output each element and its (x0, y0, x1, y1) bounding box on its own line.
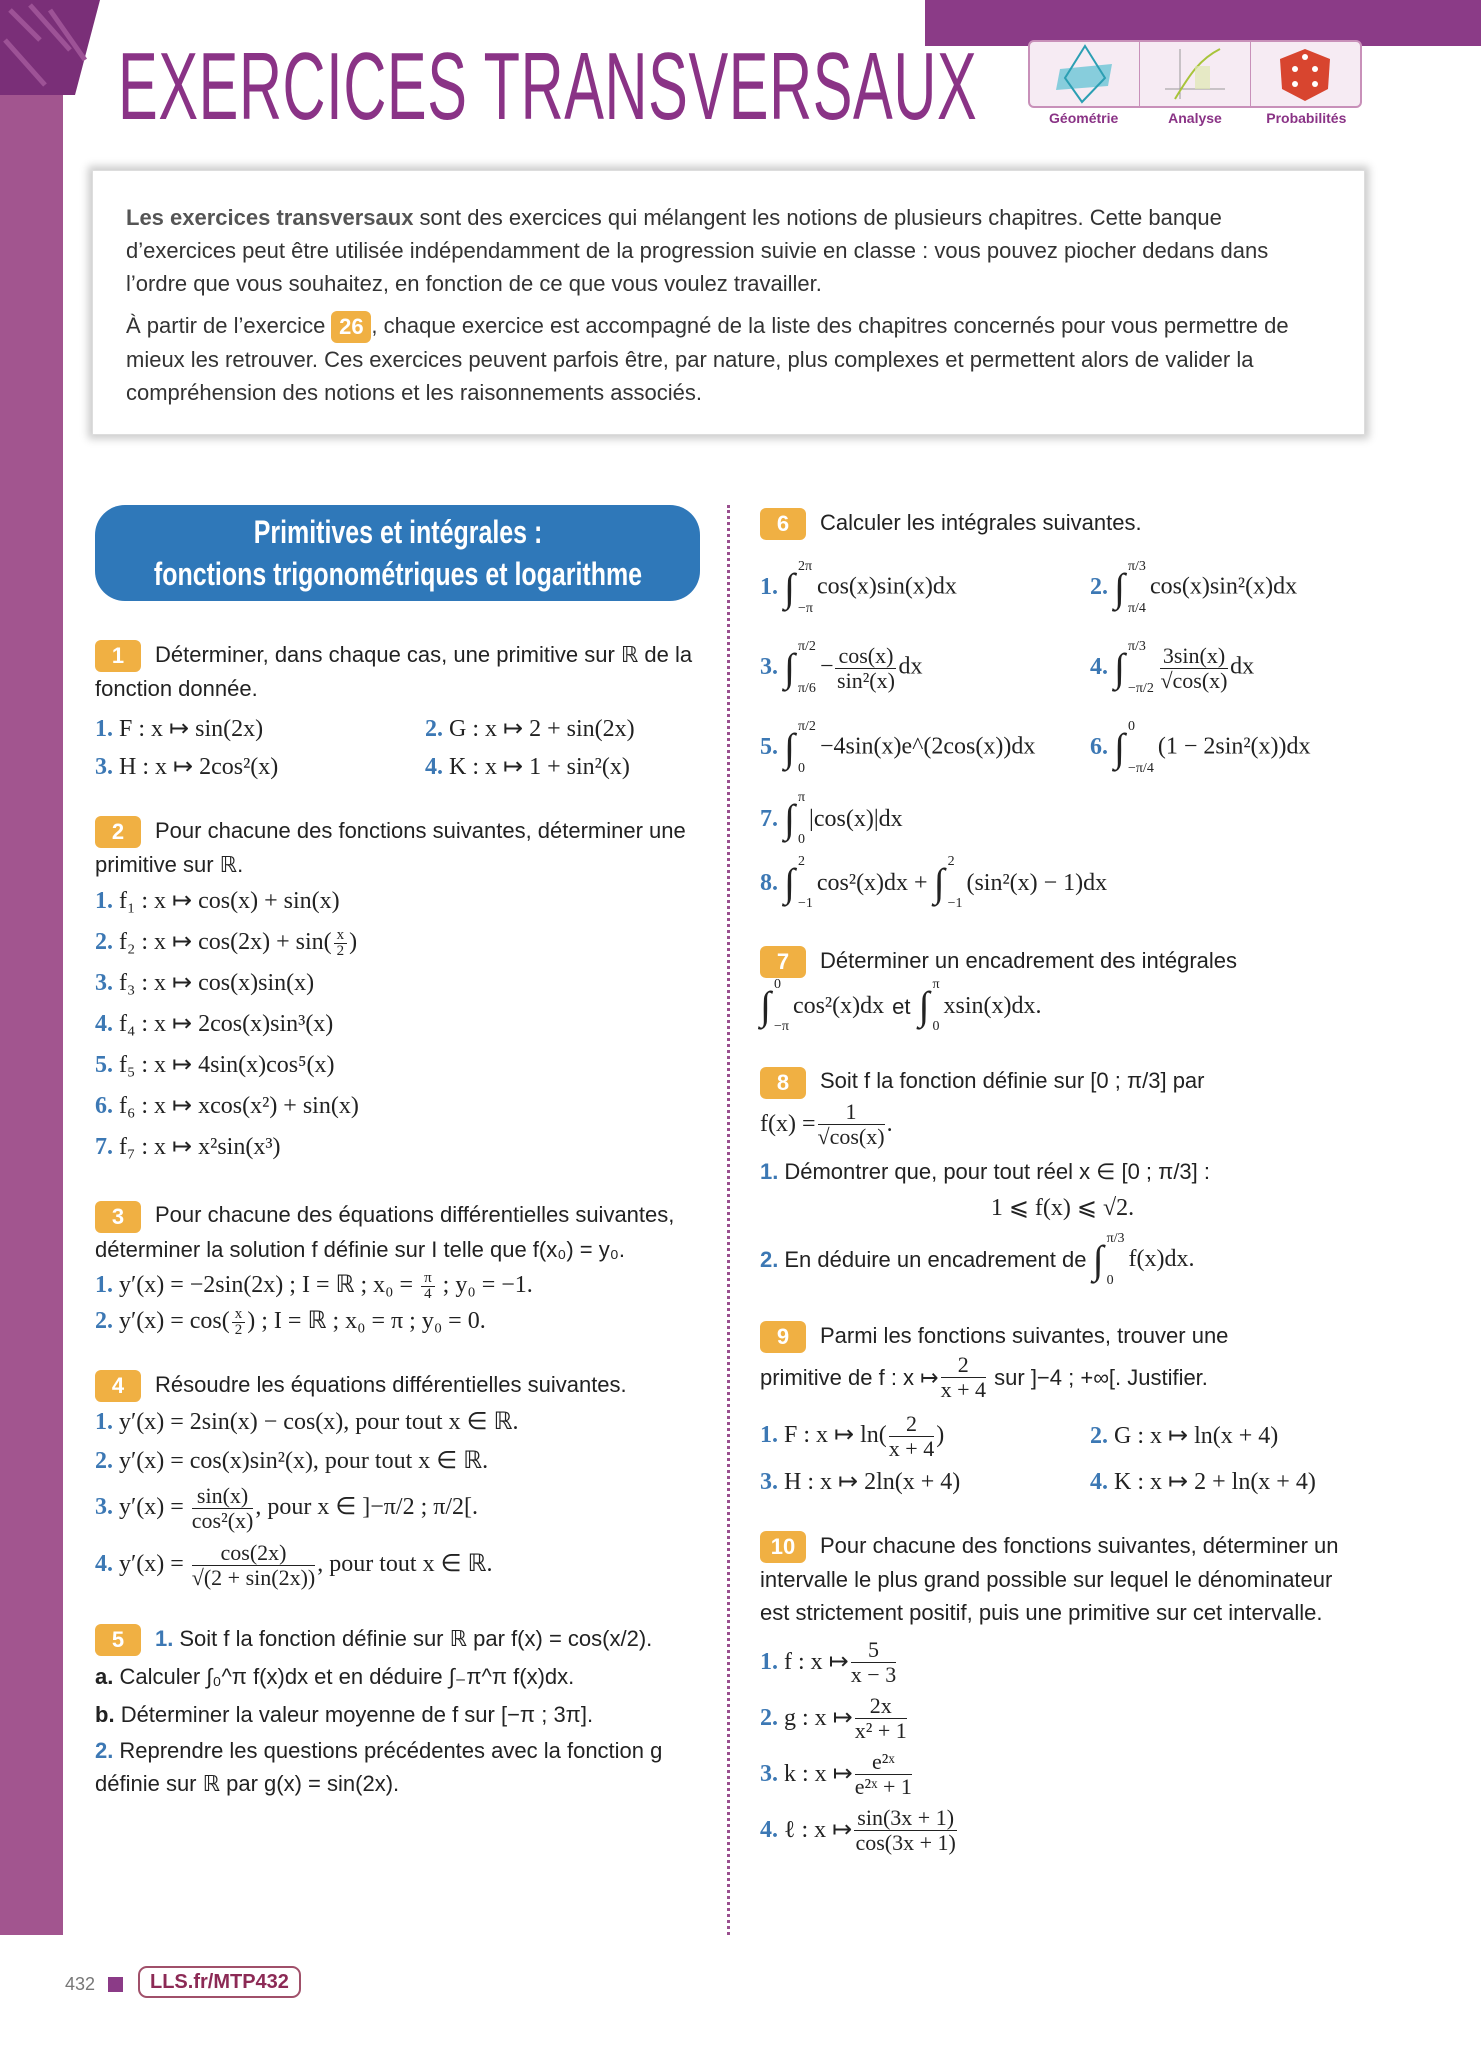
exercise-8 (760, 1064, 1365, 1288)
item-number: 1. (760, 573, 778, 600)
prompt-text: Pour chacune des équations différentielles suivantes, déterminer la solution f définie sur I telle que f(x₀) = y₀. (95, 1202, 675, 1262)
integrand: cos²(x)dx (792, 992, 885, 1019)
item-text: y′(x) = (119, 1493, 190, 1520)
integral-item (1090, 720, 1365, 776)
item-number: 4. (1090, 1468, 1108, 1495)
list-item (1090, 1420, 1365, 1453)
prompt-text: Soit f la fonction définie sur [0 ; π/3] par (820, 1068, 1205, 1094)
fraction (835, 644, 896, 693)
item-text: K : x ↦ 2 + ln(x + 4) (1114, 1468, 1316, 1495)
integrand: (sin²(x) − 1)dx (966, 869, 1108, 896)
item-number: 3. (760, 1468, 778, 1495)
item-number: 2. (1090, 573, 1108, 600)
lower-bound: −π/2 (1127, 681, 1154, 697)
item-text: k : x ↦ (784, 1761, 853, 1788)
exercise-prompt (760, 1529, 1365, 1629)
item-text: H : x ↦ 2ln(x + 4) (784, 1468, 961, 1495)
item-number: 4. (425, 754, 443, 781)
section-header (95, 505, 700, 601)
prompt-text: Calculer les intégrales suivantes. (820, 510, 1142, 535)
denominator: x + 4 (940, 1376, 987, 1402)
numerator: e²ˣ (855, 1750, 912, 1775)
numerator: sin(x) (192, 1484, 254, 1509)
item-letter: a. (95, 1663, 114, 1689)
item-number: 1. (760, 1158, 779, 1184)
exercise-badge[interactable]: 26 (331, 311, 371, 343)
item-text: F : x ↦ sin(2x) (119, 716, 264, 743)
item-text: ; y₀ = −1. (436, 1271, 533, 1298)
item-number: 5. (760, 733, 778, 760)
right-column (760, 506, 1365, 1859)
exercise-badge: 6 (760, 508, 806, 540)
question (760, 1231, 1365, 1289)
item-number: 1. (95, 1408, 113, 1435)
integral-sign: ∫ 2 −1 (933, 854, 963, 912)
list-item (95, 1086, 710, 1127)
column-divider (727, 505, 730, 1935)
item-text: f₇ : x ↦ x²sin(x³) (119, 1134, 281, 1161)
integral-item (1090, 560, 1365, 616)
numerator: cos(2x) (192, 1541, 315, 1566)
lower-bound: π/6 (797, 681, 816, 697)
exercise-5 (95, 1620, 710, 1800)
prompt-text: Parmi les fonctions suivantes, trouver une (820, 1322, 1229, 1348)
integral-item (760, 852, 1365, 914)
analysis-icon (1140, 42, 1250, 106)
integral-sign: ∫ π/3 π/4 (1114, 559, 1146, 617)
item-number: 6. (95, 1093, 113, 1120)
numerator: cos(x) (835, 644, 896, 669)
integral-sign: ∫ 0 −π/4 (1114, 719, 1154, 777)
lower-bound: −π (773, 1019, 789, 1035)
item-text: ) ; I = ℝ ; x₀ = π ; y₀ = 0. (247, 1307, 486, 1334)
list-item (95, 881, 710, 922)
fraction (851, 1638, 896, 1687)
list-item (95, 713, 425, 746)
list-item (95, 1406, 710, 1439)
list-item (1090, 1466, 1365, 1499)
item-text: ℓ : x ↦ (784, 1817, 853, 1844)
numerator: 2x (855, 1694, 907, 1719)
item-text: y′(x) = 2sin(x) − cos(x), pour tout x ∈ ℝ. (119, 1408, 519, 1435)
integral-item (760, 786, 1365, 852)
item-text: f₄ : x ↦ 2cos(x)sin³(x) (119, 1011, 334, 1038)
integrand: cos(x)sin(x)dx (816, 573, 957, 600)
exercise-prompt (95, 1198, 710, 1265)
item-number: 1. (95, 716, 113, 743)
prompt-text: Déterminer un encadrement des intégrales (820, 948, 1238, 974)
denominator: x + 4 (888, 1436, 935, 1462)
item-number: 4. (760, 1817, 778, 1844)
integral-sign: ∫ π 0 (918, 977, 940, 1035)
list-item (760, 1691, 1365, 1747)
upper-bound: π/3 (1127, 559, 1146, 575)
lower-bound: −1 (797, 896, 813, 912)
list-item (760, 1412, 1090, 1461)
prompt-text: sur ]−4 ; +∞[. Justifier. (994, 1364, 1208, 1390)
upper-bound: π/3 (1106, 1230, 1125, 1246)
intro-text: À partir de l’exercice (126, 313, 332, 338)
integral-sign: ∫ 2π −π (784, 559, 813, 617)
item-number: 1. (95, 888, 113, 915)
numerator: 2 (889, 1412, 934, 1437)
item-number: 4. (95, 1550, 113, 1577)
item-number: 4. (1090, 653, 1108, 680)
denominator: x − 3 (850, 1662, 897, 1688)
exercise-badge: 9 (760, 1321, 806, 1353)
item-text: K : x ↦ 1 + sin²(x) (449, 754, 630, 781)
exercise-10 (760, 1529, 1365, 1859)
integral-item (760, 720, 1090, 776)
upper-bound: π/2 (797, 639, 816, 655)
exercise-part (95, 1696, 710, 1734)
upper-bound: π (932, 977, 940, 993)
item-text: f₂ : x ↦ cos(2x) + sin( (119, 929, 332, 956)
fraction (889, 1412, 934, 1461)
integral-sign: ∫ π/3 0 (1092, 1230, 1125, 1288)
lower-bound: −π (797, 601, 813, 617)
item-text: y′(x) = (119, 1550, 190, 1577)
item-text: Déterminer la valeur moyenne de f sur [−π ; 3π]. (120, 1701, 594, 1727)
corner-pattern (0, 0, 110, 100)
fraction (941, 1353, 986, 1402)
page-title: EXERCICES TRANSVERSAUX (118, 33, 978, 140)
denominator: 2 (234, 1321, 243, 1338)
exercise-badge: 7 (760, 946, 806, 978)
numerator: 1 (818, 1100, 885, 1125)
inequality: 1 ⩽ f(x) ⩽ √2. (990, 1194, 1135, 1221)
resource-link[interactable]: LLS.fr/MTP432 (138, 1966, 301, 1998)
item-text: Reprendre les questions précédentes avec la fonction g définie sur ℝ par g(x) = sin(2x). (95, 1737, 663, 1796)
integrand: dx (1230, 653, 1255, 680)
sign: − (819, 653, 834, 680)
item-text: y′(x) = cos(x)sin²(x), pour tout x ∈ ℝ. (119, 1447, 489, 1474)
exercise-badge: 8 (760, 1067, 806, 1099)
prompt-text: primitive de f : x ↦ (760, 1364, 939, 1390)
integral-sign: ∫ π/3 −π/2 (1114, 639, 1154, 697)
intro-paragraph-1 (126, 201, 1334, 300)
upper-bound: 2 (947, 854, 955, 870)
list-item (95, 751, 425, 784)
intro-box (92, 170, 1365, 435)
list-item (95, 1541, 710, 1590)
denominator: √cos(x) (817, 1124, 885, 1150)
exercise-badge: 3 (95, 1201, 141, 1233)
numerator: x (334, 928, 348, 944)
integral-sign: ∫ 2 −1 (784, 854, 813, 912)
fraction (855, 1750, 912, 1799)
fraction (334, 928, 348, 959)
exercise-badge: 2 (95, 816, 141, 848)
fraction (1160, 644, 1228, 693)
integral-sign: ∫ 0 −π (760, 977, 789, 1035)
item-text: f₅ : x ↦ 4sin(x)cos⁵(x) (119, 1052, 335, 1079)
item-number: 1. (95, 1271, 113, 1298)
integral-sign: ∫ π/2 0 (784, 719, 816, 777)
item-number: 2. (760, 1705, 778, 1732)
exercise-prompt (760, 1064, 1365, 1098)
theme-geometry: Géométrie (1049, 110, 1119, 126)
intro-text: , chaque exercice est accompagné de la liste des chapitres concernés pour vous permettre de mieux les retrouver. Ces exercices peuvent parfois être, par nature, plus complexes et permettent alors de valider la compréhension des notions et les raisonnements associés. (126, 313, 1289, 406)
exercise-1 (95, 638, 710, 784)
integrand: (1 − 2sin²(x))dx (1157, 733, 1311, 760)
denominator: x² + 1 (854, 1718, 907, 1744)
item-letter: b. (95, 1701, 115, 1727)
list-item (95, 1004, 710, 1045)
upper-bound: 0 (773, 977, 781, 993)
item-number: 1. (155, 1625, 174, 1651)
integrand: |cos(x)|dx (809, 805, 903, 832)
left-color-bar (0, 90, 63, 1935)
item-text: ) (936, 1422, 945, 1449)
fraction (192, 1541, 315, 1590)
item-number: 2. (95, 929, 113, 956)
denominator: cos²(x) (191, 1507, 254, 1533)
function-label: f(x) = (760, 1111, 816, 1138)
item-text: f₃ : x ↦ cos(x)sin(x) (119, 970, 315, 997)
exercise-6 (760, 506, 1365, 914)
exercise-part (95, 1658, 710, 1696)
exercise-prompt (760, 506, 1365, 540)
intro-bold: Les exercices transversaux (126, 205, 414, 230)
list-item (95, 1484, 710, 1533)
item-text: G : x ↦ ln(x + 4) (1114, 1423, 1279, 1450)
exercise-prompt (95, 814, 710, 881)
item-number: 3. (760, 1761, 778, 1788)
exercise-badge: 4 (95, 1370, 141, 1402)
list-item (95, 1269, 710, 1302)
conjunction: et (892, 993, 911, 1019)
item-text: y′(x) = −2sin(2x) ; I = ℝ ; x₀ = (119, 1271, 420, 1298)
list-item (425, 713, 710, 746)
integral-sign: ∫ π 0 (784, 790, 806, 848)
theme-analysis: Analyse (1168, 110, 1222, 126)
question (760, 1155, 1365, 1188)
item-text: Démontrer que, pour tout réel x ∈ [0 ; π/3] : (784, 1158, 1211, 1184)
exercise-prompt (95, 638, 710, 705)
geometry-icon (1030, 42, 1140, 106)
item-number: 3. (95, 1493, 113, 1520)
exercise-prompt (760, 944, 1365, 978)
item-number: 3. (760, 653, 778, 680)
integrand: −4sin(x)e^(2cos(x))dx (819, 733, 1036, 760)
page-number: 432 (65, 1974, 96, 1994)
prompt-text: Déterminer, dans chaque cas, une primitive sur ℝ de la fonction donnée. (95, 642, 693, 702)
exercise-3 (95, 1198, 710, 1337)
lower-bound: 0 (797, 761, 805, 777)
footer-square-icon (108, 1977, 123, 1992)
item-number: 2. (95, 1447, 113, 1474)
exercise-2 (95, 814, 710, 1168)
exercise-7 (760, 944, 1365, 1034)
left-column (95, 638, 710, 1800)
item-text: G : x ↦ 2 + sin(2x) (449, 716, 635, 743)
item-text: f₁ : x ↦ cos(x) + sin(x) (119, 888, 340, 915)
list-item (95, 922, 710, 963)
item-text: f₆ : x ↦ xcos(x²) + sin(x) (119, 1093, 359, 1120)
exercise-prompt (760, 1319, 1365, 1353)
item-text: Calculer ∫₀^π f(x)dx et en déduire ∫₋π^π f(x)dx. (119, 1663, 575, 1689)
integrals-line (760, 978, 1365, 1034)
numerator: 2 (941, 1353, 986, 1378)
denominator: 4 (424, 1285, 432, 1302)
item-number: 2. (1090, 1423, 1108, 1450)
item-number: 3. (95, 754, 113, 781)
integrand: cos²(x)dx + (816, 869, 928, 896)
upper-bound: π/2 (797, 719, 816, 735)
item-number: 2. (95, 1307, 113, 1334)
upper-bound: 2 (797, 854, 805, 870)
item-text: En déduire un encadrement de (784, 1247, 1087, 1273)
item-text: F : x ↦ ln( (784, 1422, 887, 1449)
function-definition: f(x) = $\frac{1}{√\cos(x)}$ . (760, 1099, 893, 1150)
item-number: 4. (95, 1011, 113, 1038)
exercise-badge: 1 (95, 640, 141, 672)
integral-sign: ∫ π/2 π/6 (784, 639, 816, 697)
integrand: xsin(x)dx. (943, 992, 1042, 1019)
item-text: H : x ↦ 2cos²(x) (119, 754, 279, 781)
denominator: e²ˣ + 1 (854, 1774, 912, 1800)
item-text: y′(x) = cos( (119, 1307, 230, 1334)
integral-item (760, 560, 1090, 616)
list-item (95, 1445, 710, 1478)
list-item (95, 1045, 710, 1086)
numerator: 5 (851, 1638, 896, 1663)
fraction (854, 1806, 957, 1855)
section-title-line: Primitives et intégrales : (253, 514, 543, 550)
list-item (95, 1305, 710, 1338)
lower-bound: −1 (947, 896, 963, 912)
item-number: 6. (1090, 733, 1108, 760)
lower-bound: 0 (1106, 1272, 1114, 1288)
item-text: ) (349, 929, 358, 956)
item-number: 5. (95, 1052, 113, 1079)
fraction (192, 1484, 254, 1533)
integrand: cos(x)sin²(x)dx (1149, 573, 1298, 600)
numerator: π (421, 1271, 435, 1287)
upper-bound: 2π (797, 559, 813, 575)
item-text: f : x ↦ (784, 1649, 849, 1676)
item-text: , pour tout x ∈ ℝ. (317, 1550, 493, 1577)
theme-labels (1028, 110, 1362, 126)
fraction (818, 1100, 885, 1149)
numerator: sin(3x + 1) (854, 1806, 957, 1831)
prompt-text: Pour chacune des fonctions suivantes, déterminer une primitive sur ℝ. (95, 818, 686, 878)
lower-bound: −π/4 (1127, 761, 1154, 777)
list-item (760, 1747, 1365, 1803)
item-number: 2. (95, 1737, 114, 1763)
exercise-prompt (95, 1368, 710, 1402)
item-number: 7. (95, 1134, 113, 1161)
prompt-line (760, 1353, 1365, 1402)
denominator: √cos(x) (1160, 667, 1228, 693)
item-text: g : x ↦ (784, 1705, 853, 1732)
item-number: 3. (95, 970, 113, 997)
dice-icon (1251, 42, 1360, 106)
theme-icons (1028, 40, 1362, 108)
item-text: , pour x ∈ ]−π/2 ; π/2[. (255, 1493, 479, 1520)
list-item (760, 1803, 1365, 1859)
upper-bound: 0 (1127, 719, 1135, 735)
item-number: 1. (760, 1649, 778, 1676)
denominator: √(2 + sin(2x)) (191, 1564, 316, 1590)
exercise-badge: 5 (95, 1624, 141, 1656)
list-item (425, 751, 710, 784)
intro-paragraph-2 (126, 309, 1334, 409)
list-item (760, 1466, 1090, 1499)
item-text: Soit f la fonction définie sur ℝ par f(x) = cos(x/2). (179, 1625, 653, 1651)
integral-item (1090, 640, 1365, 696)
prompt-text: Résoudre les équations différentielles suivantes. (155, 1371, 627, 1397)
lower-bound: 0 (932, 1019, 940, 1035)
item-number: 1. (760, 1422, 778, 1449)
numerator: 3sin(x) (1160, 644, 1228, 669)
exercise-9 (760, 1319, 1365, 1499)
numerator: x (232, 1307, 246, 1323)
denominator: sin²(x) (837, 667, 895, 693)
denominator: cos(3x + 1) (855, 1830, 956, 1856)
lower-bound: 0 (797, 832, 805, 848)
item-number: 7. (760, 805, 778, 832)
exercise-part (95, 1620, 710, 1658)
exercise-badge: 10 (760, 1531, 806, 1563)
item-number: 2. (760, 1247, 779, 1273)
fraction (421, 1271, 435, 1302)
list-item (760, 1635, 1365, 1691)
theme-probability: Probabilités (1266, 110, 1347, 126)
integral-item (760, 640, 1090, 696)
fraction (232, 1307, 246, 1338)
section-title-line: fonctions trigonométriques et logarithme (153, 556, 643, 592)
exercise-part (95, 1734, 710, 1800)
intro-text: sont des exercices qui mélangent les notions de plusieurs chapitres. Cette banque d’exercices peut être utilisée indépendamment de la progression suivie en classe : vous pouvez piocher dedans dans l’ordre que vous souhaitez, en fonction de ce que vous voulez travailler. (126, 205, 1269, 296)
lower-bound: π/4 (1127, 601, 1146, 617)
upper-bound: π/3 (1127, 639, 1146, 655)
item-number: 2. (425, 716, 443, 743)
list-item (95, 963, 710, 1004)
prompt-text: Pour chacune des fonctions suivantes, déterminer un intervalle le plus grand possible sur lequel le dénominateur est strictement positif, puis une primitive sur cet intervalle. (760, 1532, 1339, 1625)
denominator: 2 (336, 943, 345, 960)
fraction (855, 1694, 907, 1743)
integrand: dx (898, 653, 923, 680)
integrand: f(x)dx. (1128, 1246, 1195, 1273)
list-item (95, 1127, 710, 1168)
exercise-4 (95, 1368, 710, 1590)
upper-bound: π (797, 790, 806, 806)
item-number: 8. (760, 869, 778, 896)
